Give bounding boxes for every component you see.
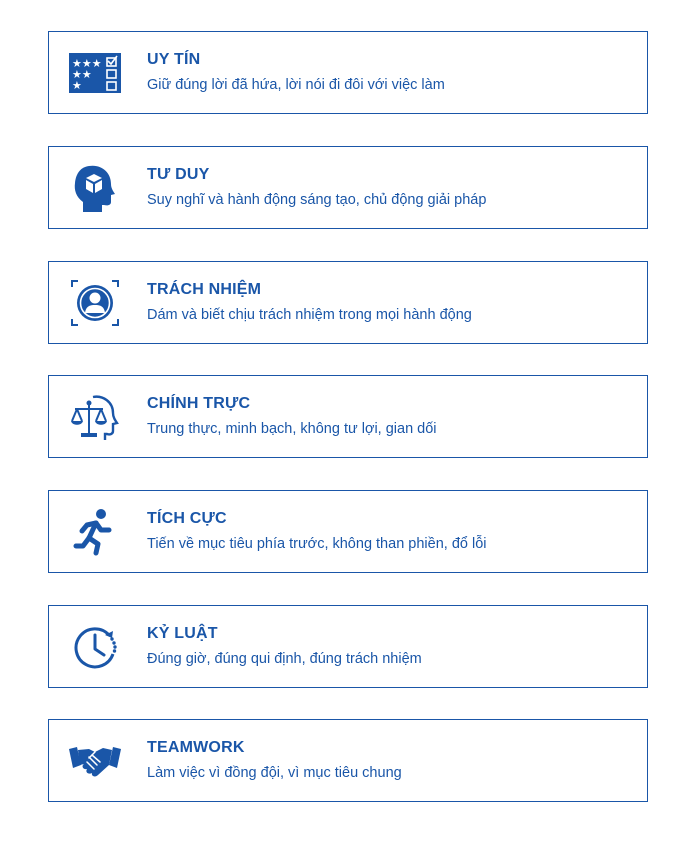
value-card-trach-nhiem xyxy=(48,261,648,344)
rating-checklist-icon xyxy=(67,47,123,99)
value-card-ky-luat xyxy=(48,605,648,688)
value-description: Làm việc vì đồng đội, vì mục tiêu chung xyxy=(147,765,402,781)
head-thinking-icon xyxy=(67,162,123,214)
value-title: CHÍNH TRỰC xyxy=(147,395,251,412)
value-description: Trung thực, minh bạch, không tư lợi, gian dối xyxy=(147,421,437,437)
person-focus-icon xyxy=(67,277,123,329)
value-card-teamwork xyxy=(48,719,648,802)
clock-icon xyxy=(67,621,123,673)
svg-text:★: ★ xyxy=(72,79,82,92)
value-description: Giữ đúng lời đã hứa, lời nói đi đôi với việc làm xyxy=(147,77,445,93)
value-card-tich-cuc xyxy=(48,490,648,573)
value-title: KỶ LUẬT xyxy=(147,625,218,642)
running-person-icon xyxy=(67,506,123,558)
value-description: Dám và biết chịu trách nhiệm trong mọi hành động xyxy=(147,307,472,323)
value-card-chinh-truc xyxy=(48,375,648,458)
value-title: TEAMWORK xyxy=(147,739,245,756)
value-title: TRÁCH NHIỆM xyxy=(147,281,262,298)
svg-text:★★★: ★★★ xyxy=(72,57,102,70)
value-title: TÍCH CỰC xyxy=(147,510,227,527)
value-card-tu-duy xyxy=(48,146,648,229)
svg-text:★★: ★★ xyxy=(72,68,92,81)
handshake-icon xyxy=(67,735,123,787)
value-title: TƯ DUY xyxy=(147,166,210,183)
head-scales-icon xyxy=(67,391,123,443)
value-card-uy-tin xyxy=(48,31,648,114)
value-title: UY TÍN xyxy=(147,51,201,68)
value-description: Tiến về mục tiêu phía trước, không than phiền, đổ lỗi xyxy=(147,536,487,552)
value-description: Suy nghĩ và hành động sáng tạo, chủ động giải pháp xyxy=(147,192,487,208)
value-description: Đúng giờ, đúng qui định, đúng trách nhiệm xyxy=(147,651,422,667)
